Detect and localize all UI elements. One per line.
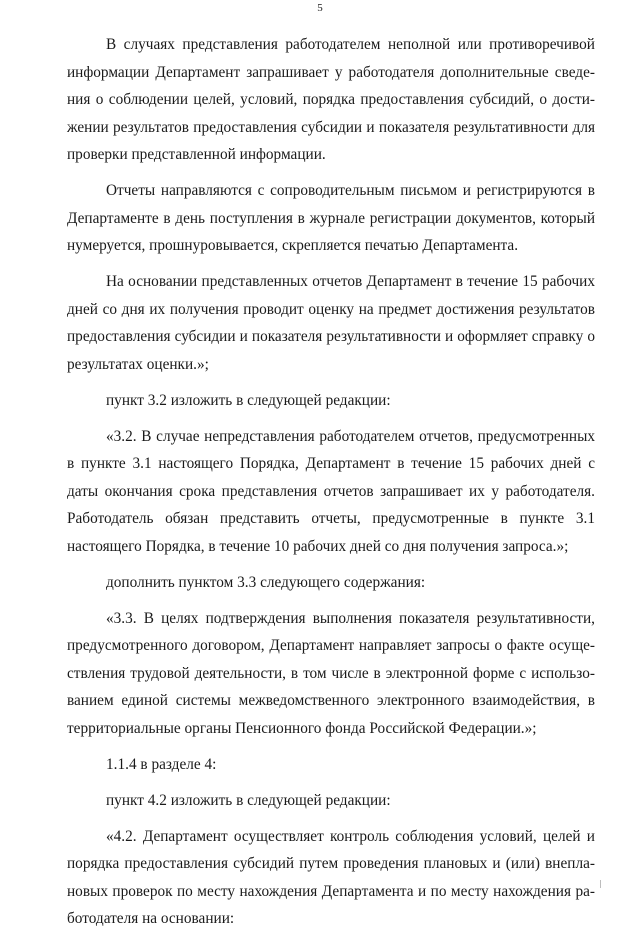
page-number: 5 <box>317 2 323 14</box>
paragraph-item-4-2-text: «4.2. Департамент осуществляет контроль соблюдения условий, целей и порядка предоставления субсидий путем проведения плановых и (или) внеплановых проверок по месту нахождения Департамента и по месту нахождения работодателя на основании: <box>67 827 595 927</box>
paragraph-item-3-2-heading: пункт 3.2 изложить в следующей редакции: <box>106 391 391 409</box>
paragraph-incomplete-information: В случаях представления работодателем неполной или противоречивой информации Департамент запрашивает у работодателя дополнительные сведения о соблюдении целей, условий, порядка предоставления субсидий, о достижении результатов предоставления субсидии и показателя результативности для проверки представленной информации. <box>67 36 595 163</box>
paragraph-item-3-2-text: «3.2. В случае непредставления работодателем отчетов, предусмотренных в пункте 3.1 настоящего Порядка, Департамент в течение 15 рабочих дней с даты окончания срока представления отчетов запрашивает их у работодателя. Работодатель обязан представить отчеты, предусмотренные в пункте 3.1 настоящего Порядка, в течение 10 рабочих дней со дня получения запроса.»; <box>67 427 595 555</box>
paragraph-item-3-3-heading: дополнить пунктом 3.3 следующего содержания: <box>106 573 426 591</box>
scan-mark <box>600 880 601 888</box>
paragraph-reports-registration: Отчеты направляются с сопроводительным письмом и регистрируются в Департаменте в день поступления в журнале регистрации документов, который нумеруется, прошнуровывается, скрепляется печатью Департамента. <box>67 182 595 254</box>
paragraph-item-4-2-heading: пункт 4.2 изложить в следующей редакции: <box>106 791 391 809</box>
paragraph-reports-evaluation: На основании представленных отчетов Департамент в течение 15 рабочих дней со дня их получения проводит оценку на предмет достижения результатов предоставления субсидии и показателя результативности и оформляет справку о результатах оценки.»; <box>67 273 595 373</box>
paragraph-item-3-3-text: «3.3. В целях подтверждения выполнения показателя результативности, предусмотренного договором, Департамент направляет запросы о факте осуществления трудовой деятельности, в том числе в электронной форме с использованием единой системы межведомственного электронного взаимодействия, в территориальные органы Пенсионного фонда Российской Федерации.»; <box>67 609 595 737</box>
paragraph-section-4-heading: 1.1.4 в разделе 4: <box>106 755 217 773</box>
document-body <box>67 31 595 933</box>
